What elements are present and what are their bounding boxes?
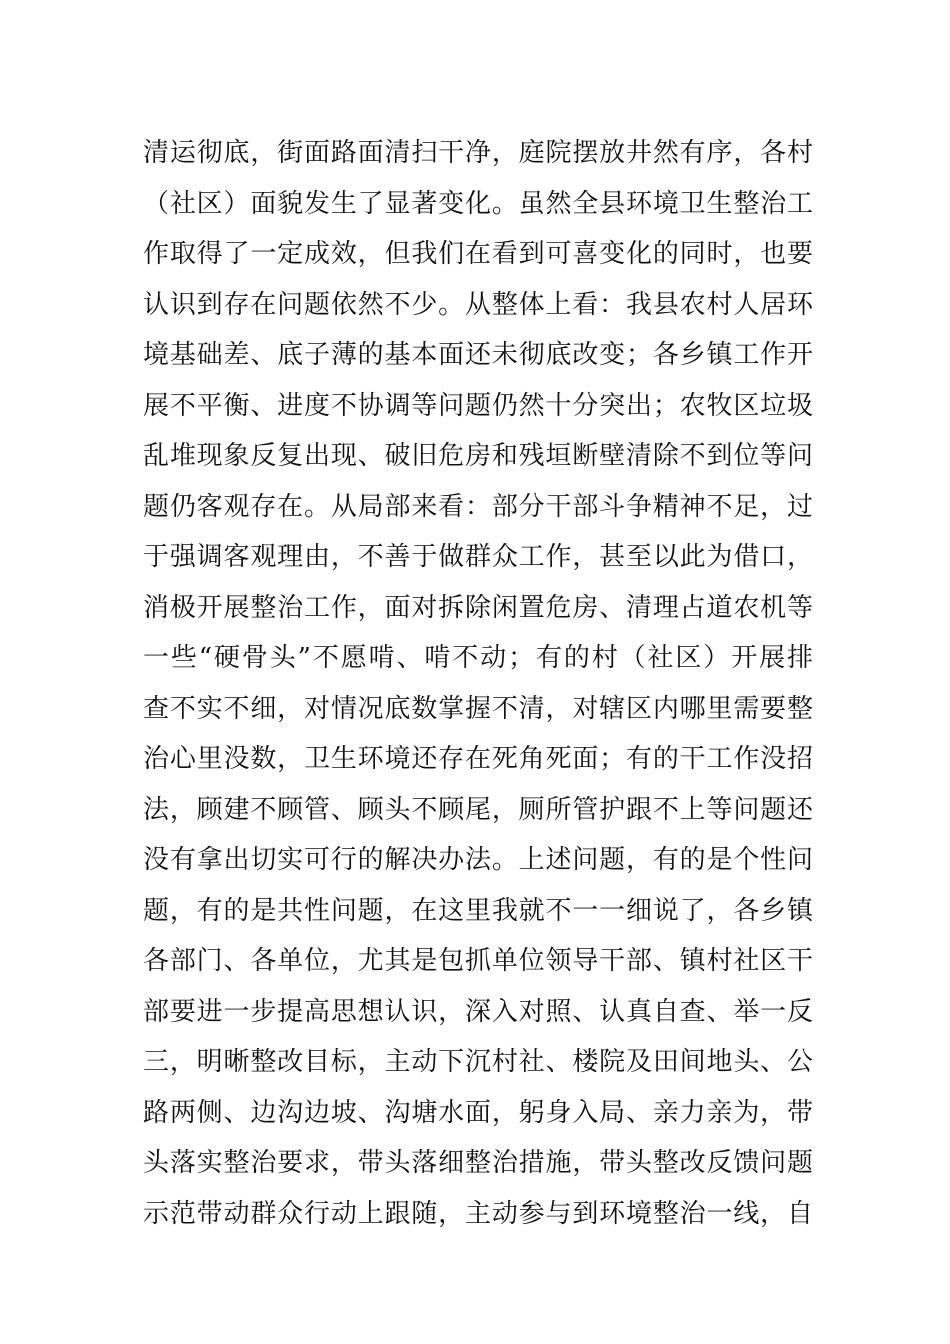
text-line-22: 示范带动群众行动上跟随，主动参与到环境整治一线，自 (143, 1198, 813, 1229)
text-line-13: 治心里没数，卫生环境还存在死角死面；有的干工作没招 (143, 744, 813, 774)
text-line-20: 路两侧、边沟边坡、沟塘水面，躬身入局、亲力亲为，带 (143, 1097, 813, 1128)
body-text (143, 128, 813, 1239)
text-line-21: 头落实整治要求，带头落细整治措施，带头整改反馈问题 (143, 1148, 813, 1178)
text-line-17: 各部门、各单位，尤其是包抓单位领导干部、镇村社区干 (143, 946, 813, 976)
text-line-1: 清运彻底，街面路面清扫干净，庭院摆放井然有序，各村 (143, 138, 813, 168)
text-line-7: 乱堆现象反复出现、破旧危房和残垣断壁清除不到位等问 (143, 441, 813, 471)
text-line-6: 展不平衡、进度不协调等问题仍然十分突出；农牧区垃圾 (143, 390, 813, 421)
text-line-5: 境基础差、底子薄的基本面还未彻底改变；各乡镇工作开 (143, 340, 813, 370)
text-line-11: 一些“硬骨头”不愿啃、啃不动；有的村（社区）开展排 (143, 643, 813, 673)
text-line-10: 消极开展整治工作，面对拆除闲置危房、清理占道农机等 (143, 592, 813, 623)
text-line-18: 部要进一步提高思想认识，深入对照、认真自查、举一反 (143, 996, 813, 1027)
text-line-16: 题，有的是共性问题，在这里我就不一一细说了，各乡镇 (143, 895, 813, 926)
text-line-2: （社区）面貌发生了显著变化。虽然全县环境卫生整治工 (143, 188, 813, 219)
text-line-4: 认识到存在问题依然不少。从整体上看：我县农村人居环 (143, 289, 813, 320)
text-line-9: 于强调客观理由，不善于做群众工作，甚至以此为借口， (143, 542, 813, 572)
text-line-14: 法，顾建不顾管、顾头不顾尾，厕所管护跟不上等问题还 (143, 794, 813, 825)
text-line-12: 查不实不细，对情况底数掌握不清，对辖区内哪里需要整 (143, 693, 813, 724)
text-line-3: 作取得了一定成效，但我们在看到可喜变化的同时，也要 (143, 239, 813, 269)
text-line-19: 三，明晰整改目标，主动下沉村社、楼院及田间地头、公 (143, 1047, 813, 1077)
text-line-15: 没有拿出切实可行的解决办法。上述问题，有的是个性问 (143, 845, 813, 875)
text-line-8: 题仍客观存在。从局部来看：部分干部斗争精神不足，过 (143, 491, 813, 522)
